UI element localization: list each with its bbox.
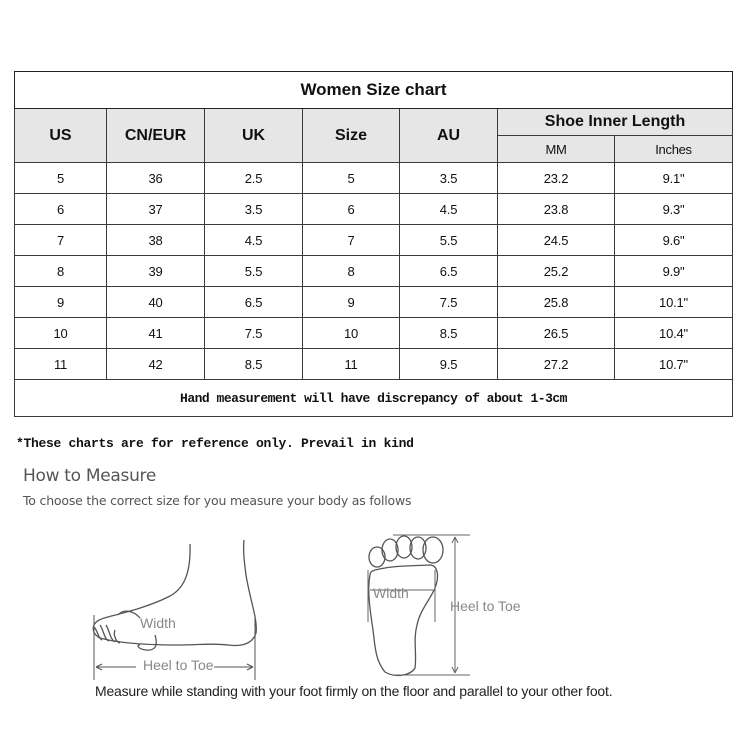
header-cn-eur: CN/EUR (107, 109, 205, 163)
table-row (15, 225, 733, 256)
cell-inches: 10.1" (615, 287, 733, 318)
cell-au: 8.5 (400, 318, 498, 349)
size-chart-table (14, 71, 733, 417)
cell-us: 11 (15, 349, 107, 380)
cell-cn-eur: 42 (107, 349, 205, 380)
header-mm: MM (498, 136, 615, 163)
table-row (15, 349, 733, 380)
cell-inches: 9.1" (615, 163, 733, 194)
cell-size: 5 (303, 163, 400, 194)
cell-us: 8 (15, 256, 107, 287)
cell-au: 3.5 (400, 163, 498, 194)
cell-uk: 2.5 (205, 163, 303, 194)
cell-inches: 10.7" (615, 349, 733, 380)
top-view-width-label: Width (373, 585, 409, 601)
cell-mm: 24.5 (498, 225, 615, 256)
side-view-length-label: Heel to Toe (143, 657, 214, 673)
cell-size: 9 (303, 287, 400, 318)
cell-inches: 10.4" (615, 318, 733, 349)
cell-size: 6 (303, 194, 400, 225)
cell-mm: 23.2 (498, 163, 615, 194)
cell-cn-eur: 39 (107, 256, 205, 287)
table-row (15, 318, 733, 349)
cell-mm: 25.8 (498, 287, 615, 318)
cell-cn-eur: 37 (107, 194, 205, 225)
table-row (15, 163, 733, 194)
cell-uk: 5.5 (205, 256, 303, 287)
cell-us: 9 (15, 287, 107, 318)
cell-size: 7 (303, 225, 400, 256)
cell-size: 8 (303, 256, 400, 287)
table-row (15, 256, 733, 287)
cell-mm: 27.2 (498, 349, 615, 380)
header-uk: UK (205, 109, 303, 163)
cell-mm: 26.5 (498, 318, 615, 349)
cell-au: 4.5 (400, 194, 498, 225)
cell-uk: 8.5 (205, 349, 303, 380)
cell-size: 10 (303, 318, 400, 349)
cell-au: 5.5 (400, 225, 498, 256)
cell-us: 6 (15, 194, 107, 225)
cell-au: 6.5 (400, 256, 498, 287)
cell-cn-eur: 41 (107, 318, 205, 349)
cell-us: 5 (15, 163, 107, 194)
size-rows (15, 163, 733, 380)
header-inches: Inches (615, 136, 733, 163)
cell-us: 10 (15, 318, 107, 349)
measure-instruction: Measure while standing with your foot firmly on the floor and parallel to your other foot. (95, 683, 613, 699)
cell-inches: 9.3" (615, 194, 733, 225)
cell-uk: 3.5 (205, 194, 303, 225)
side-view-width-label: Width (140, 615, 176, 631)
cell-cn-eur: 38 (107, 225, 205, 256)
header-us: US (15, 109, 107, 163)
table-row (15, 194, 733, 225)
cell-inches: 9.6" (615, 225, 733, 256)
top-view-length-label: Heel to Toe (450, 598, 521, 614)
how-to-measure-title: How to Measure (23, 466, 157, 486)
cell-us: 7 (15, 225, 107, 256)
cell-inches: 9.9" (615, 256, 733, 287)
cell-au: 9.5 (400, 349, 498, 380)
cell-mm: 23.8 (498, 194, 615, 225)
chart-title: Women Size chart (15, 72, 733, 109)
header-au: AU (400, 109, 498, 163)
table-row (15, 287, 733, 318)
header-size: Size (303, 109, 400, 163)
cell-mm: 25.2 (498, 256, 615, 287)
cell-uk: 4.5 (205, 225, 303, 256)
cell-size: 11 (303, 349, 400, 380)
cell-cn-eur: 36 (107, 163, 205, 194)
cell-uk: 6.5 (205, 287, 303, 318)
cell-uk: 7.5 (205, 318, 303, 349)
how-to-measure-subtitle: To choose the correct size for you measure your body as follows (23, 493, 412, 508)
reference-note: *These charts are for reference only. Prevail in kind (16, 436, 414, 451)
cell-au: 7.5 (400, 287, 498, 318)
header-shoe-inner-length: Shoe Inner Length (498, 109, 733, 136)
cell-cn-eur: 40 (107, 287, 205, 318)
measurement-discrepancy-note: Hand measurement will have discrepancy of about 1-3cm (15, 380, 733, 417)
